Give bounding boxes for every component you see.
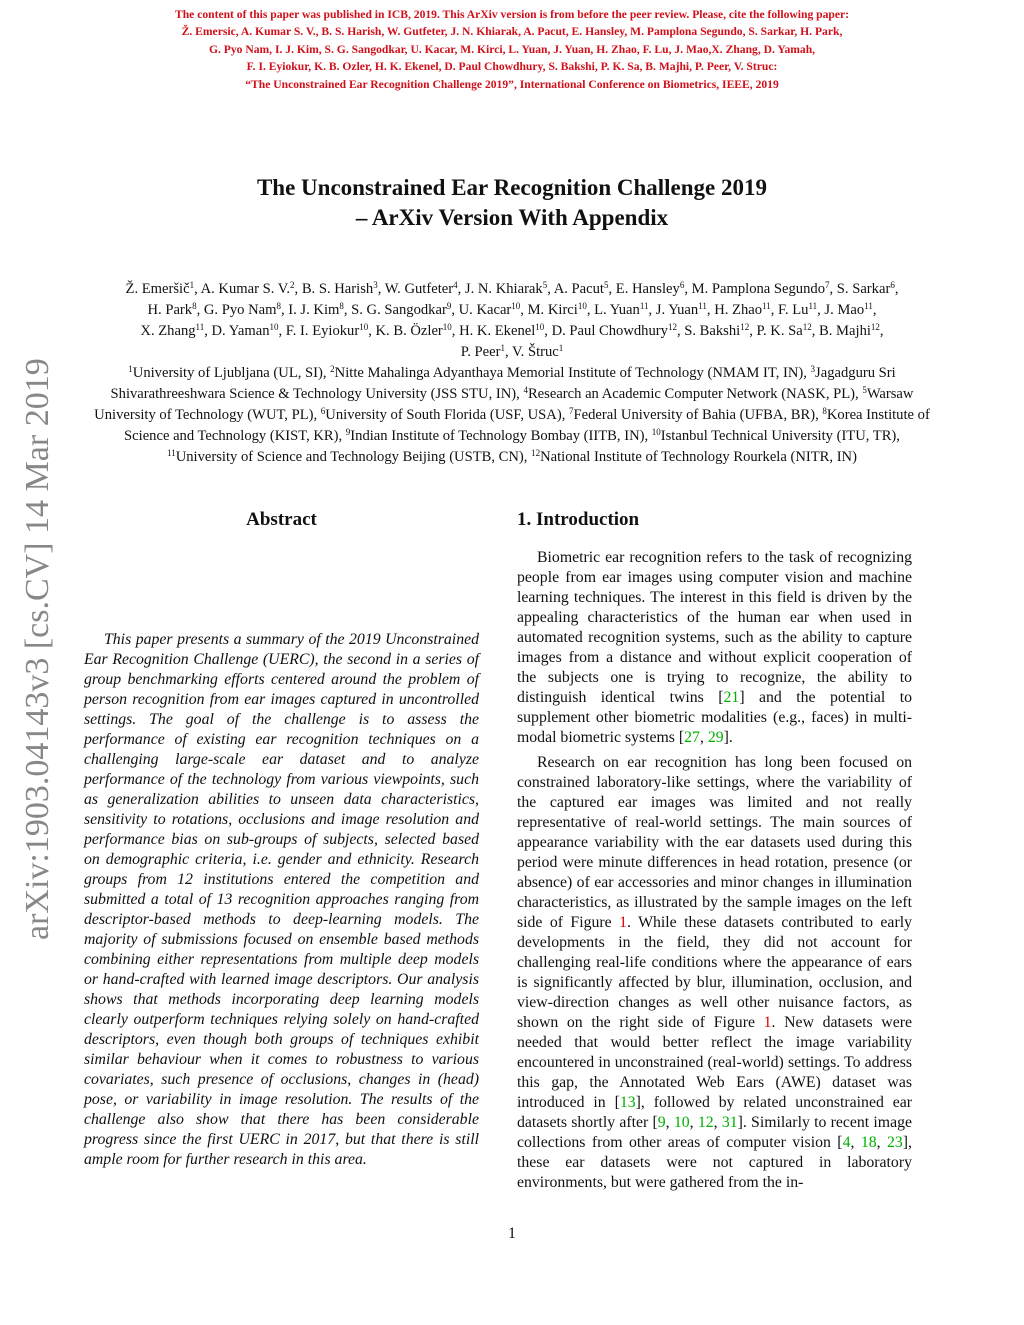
author: M. Kirci$^{10}$ (527, 301, 587, 318)
notice-line: The content of this paper was published in ICB, 2019. This ArXiv version is from before the peer review. Please, cite the following paper: (174, 8, 850, 21)
author: L. Yuan$^{11}$ (594, 301, 649, 318)
intro-paragraph: Biometric ear recognition refers to the task of recognizing people from ear images using computer vision and machine learning techniques. The interest in this field is driven by the appealing characteristics of the human ear when used in automated recognition systems, such as the ability to capture images from a distance and without explicit cooperation of the subjects one is trying to recognize, the ability to distinguish identical twins [21] and the potential to supplement other biometric modalities (e.g., faces) in multi-modal biometric systems [27, 29]. (517, 549, 912, 746)
title-line-1: The Unconstrained Ear Recognition Challenge 2019 (256, 175, 768, 200)
affiliation-index: 6 (890, 280, 895, 290)
affiliation-index: 8 (822, 406, 827, 416)
figure-reference-link[interactable]: 1 (619, 914, 627, 931)
notice-line: “The Unconstrained Ear Recognition Challenge 2019”, International Conference on Biometrics, IEEE, 2019 (245, 77, 779, 91)
affiliation-index: 8 (276, 301, 281, 311)
arxiv-stamp: arXiv:1903.04143v3 [cs.CV] 14 Mar 2019 (19, 358, 56, 940)
affiliation-index: 10 (269, 322, 279, 332)
author: G. Pyo Nam$^8$ (203, 301, 281, 318)
page-number: 1 (508, 1225, 516, 1242)
affiliation: $^{10}$Istanbul Technical University (ITU, TR) (651, 427, 897, 444)
affiliation-index: 12 (802, 322, 812, 332)
affiliation: $^1$University of Ljubljana (UL, SI) (128, 364, 323, 381)
author: X. Zhang$^{11}$ (140, 322, 205, 339)
affiliation-index: 10 (651, 427, 661, 437)
affiliation-index: 12 (870, 322, 880, 332)
author: S. Bakshi$^{12}$ (684, 322, 750, 339)
author: P. Peer$^1$ (460, 343, 505, 360)
affiliation: $^6$University of South Florida (USF, USA) (320, 406, 562, 423)
citation-link[interactable]: 21 (723, 689, 740, 706)
author: F. I. Eyiokur$^{10}$ (285, 322, 369, 339)
abstract-text: This paper presents a summary of the 2019 Unconstrained Ear Recognition Challenge (UERC), the second in a series of group benchmarking efforts centered around the problem of person recognition from ear images captured in uncontrolled settings. The goal of the challenge is to assess the performance of existing ear recognition techniques on a challenging large-scale ear dataset and to analyze performance of the technology from various viewpoints, such as generalization abilities to unseen data characteristics, sensitivity to rotations, occlusions and image resolution and performance bias on sub-groups of subjects, selected based on demographic criteria, i.e. gender and ethnicity. Research groups from 12 institutions entered the competition and submitted a total of 13 recognition approaches ranging from descriptor-based methods to deep-learning models. The majority of submissions focused on ensemble based methods combining either representations from multiple deep models or hand-crafted with learned image descriptors. Our analysis shows that methods incorporating deep learning models clearly outperform techniques relying solely on hand-crafted descriptors, even though both groups of techniques exhibit similar behaviour when it comes to robustness to various covariates, such presence of occlusions, changes in (head) pose, or variability in image resolution. The results of the challenge also show that there has been considerable progress since the first UERC in 2017, but that there is still ample room for further research in this area. (84, 631, 479, 1168)
author: D. Paul Chowdhury$^{12}$ (551, 322, 677, 339)
affiliation: $^{11}$University of Science and Technology Beijing (USTB, CN) (167, 448, 524, 465)
author: A. Pacut$^5$ (553, 280, 609, 297)
title-line-2: – ArXiv Version With Appendix (355, 205, 669, 230)
introduction-heading: 1. Introduction (517, 509, 640, 530)
notice-line: F. I. Eyiokur, K. B. Ozler, H. K. Ekenel, D. Paul Chowdhury, S. Bakshi, P. K. Sa, B. Majhi, P. Peer, V. Struc: (246, 60, 778, 74)
citation-link[interactable]: 31 (721, 1114, 738, 1131)
affiliation: $^{12}$National Institute of Technology Rourkela (NITR, IN) (531, 448, 857, 465)
affiliation-index: 1 (128, 364, 133, 374)
author: Ž. Emeršič$^1$ (125, 280, 195, 297)
citation-link[interactable]: 18 (860, 1134, 877, 1151)
affiliation-index: 12 (531, 448, 541, 458)
affiliation-index: 5 (862, 385, 867, 395)
publication-notice (100, 6, 924, 93)
affiliation-index: 7 (825, 280, 830, 290)
affiliation-list: $^1$University of Ljubljana (UL, SI), $^2$Nitte Mahalinga Adyanthaya Memorial Institute of Technology (NMAM IT, IN), $^3$Jagadguru Sri Shivarathreeshwara Science & Technology University (JSS STU, IN), $^4$Research an Academic Computer Network (NASK, PL), $^5$Warsaw University of Technology (WUT, PL), $^6$University of South Florida (USF, USA), $^7$Federal University of Bahia (UFBA, BR), $^8$Korea Institute of Science and Technology (KIST, KR), $^9$Indian Institute of Technology Bombay (IITB, IN), $^{10}$Istanbul Technical University (ITU, TR), $^{11}$University of Science and Technology Beijing (USTB, CN), $^{12}$National Institute of Technology Rourkela (NITR, IN) (94, 364, 930, 465)
affiliation-index: 11 (762, 301, 771, 311)
affiliation-index: 11 (639, 301, 649, 311)
affiliation: $^7$Federal University of Bahia (UFBA, BR) (569, 406, 816, 423)
affiliation-index: 11 (195, 322, 205, 332)
author: A. Kumar S. V.$^2$ (200, 280, 295, 297)
author: H. Park$^8$ (147, 301, 197, 318)
paper-title (112, 173, 912, 233)
author: I. J. Kim$^8$ (288, 301, 344, 318)
affiliation-index: 4 (453, 280, 458, 290)
notice-line: G. Pyo Nam, I. J. Kim, S. G. Sangodkar, U. Kacar, M. Kirci, L. Yuan, J. Yuan, H. Zhao, F. Lu, J. Mao,X. Zhang, D. Yamah, (208, 42, 816, 56)
affiliation-index: 10 (535, 322, 545, 332)
affiliation-index: 10 (442, 322, 452, 332)
author: B. Majhi$^{12}$ (819, 322, 880, 339)
author: J. Mao$^{11}$ (824, 301, 873, 318)
affiliation-index: 6 (320, 406, 326, 416)
notice-line: Ž. Emersic, A. Kumar S. V., B. S. Harish, W. Gutfeter, J. N. Khiarak, A. Pacut, E. Hansley, M. Pamplona Segundo, S. Sarkar, H. Park, (181, 25, 843, 39)
affiliation-index: 12 (740, 322, 750, 332)
affiliation-index: 9 (446, 301, 452, 311)
author: M. Pamplona Segundo$^7$ (691, 280, 830, 297)
intro-paragraph: Research on ear recognition has long been focused on constrained laboratory-like settings, where the variability of the captured ear images was limited and not really representative of real-world settings. The main sources of appearance variability with the ear datasets used during this period were minute differences in head rotation, presence (or absence) of ear accessories and minor changes in illumination characteristics, as illustrated by the sample images on the left side of Figure 1. While these datasets contributed to early developments in the field, they did not account for challenging real-life conditions where the appearance of ears is significantly affected by blur, illumination, occlusion, and view-direction changes as well other nuisance factors, as shown on the right side of Figure 1. New datasets were needed that would better reflect the image variability encountered in unconstrained (real-world) settings. To address this gap, the Annotated Web Ears (AWE) dataset was introduced in [13], followed by related unconstrained ear datasets shortly after [9, 10, 12, 31]. Similarly to recent image collections from other areas of computer vision [4, 18, 23], these ear datasets were not captured in laboratory environments, but were gathered from the in- (517, 754, 913, 1191)
author: S. Sarkar$^6$ (836, 280, 895, 297)
author: H. K. Ekenel$^{10}$ (459, 322, 545, 339)
author: K. B. Özler$^{10}$ (375, 322, 452, 339)
affiliation-index: 2 (330, 364, 335, 374)
author: S. G. Sangodkar$^9$ (351, 301, 452, 318)
affiliation-index: 5 (542, 280, 548, 290)
affiliation-index: 2 (290, 280, 295, 290)
affiliation-index: 3 (373, 280, 378, 290)
author: F. Lu$^{11}$ (777, 301, 818, 318)
affiliation-index: 10 (359, 322, 369, 332)
author: D. Yaman$^{10}$ (211, 322, 279, 339)
citation-link[interactable]: 4 (842, 1134, 851, 1151)
affiliation-index: 6 (679, 280, 685, 290)
citation-link[interactable]: 12 (697, 1114, 714, 1131)
author: P. K. Sa$^{12}$ (756, 322, 812, 339)
citation-link[interactable]: 29 (707, 729, 724, 746)
affiliation: $^3$Jagadguru Sri Shivarathreeshwara Science & Technology University (JSS STU, IN) (110, 364, 896, 402)
author: E. Hansley$^6$ (615, 280, 685, 297)
author: V. Štruc$^1$ (512, 343, 564, 360)
author: J. Yuan$^{11}$ (655, 301, 707, 318)
author-list: Ž. Emeršič$^1$, A. Kumar S. V.$^2$, B. S. Harish$^3$, W. Gutfeter$^4$, J. N. Khiarak$^5$, A. Pacut$^5$, E. Hansley$^6$, M. Pamplona Segundo$^7$, S. Sarkar$^6$, H. Park$^8$, G. Pyo Nam$^8$, I. J. Kim$^8$, S. G. Sangodkar$^9$, U. Kacar$^{10}$, M. Kirci$^{10}$, L. Yuan$^{11}$, J. Yuan$^{11}$, H. Zhao$^{11}$, F. Lu$^{11}$, J. Mao$^{11}$, X. Zhang$^{11}$, D. Yaman$^{10}$, F. I. Eyiokur$^{10}$, K. B. Özler$^{10}$, H. K. Ekenel$^{10}$, D. Paul Chowdhury$^{12}$, S. Bakshi$^{12}$, P. K. Sa$^{12}$, B. Majhi$^{12}$, P. Peer$^1$, V. Štruc$^1$ (125, 280, 899, 360)
affiliation-index: 11 (698, 301, 707, 311)
affiliation-index: 3 (810, 364, 816, 374)
citation-link[interactable]: 13 (619, 1094, 636, 1111)
affiliation: $^9$Indian Institute of Technology Bombay (IITB, IN) (345, 427, 645, 444)
affiliation-index: 1 (189, 280, 195, 290)
affiliation-index: 11 (864, 301, 873, 311)
affiliation-index: 7 (569, 406, 574, 416)
affiliation-index: 8 (339, 301, 344, 311)
affiliation-index: 9 (345, 427, 351, 437)
affiliation-index: 5 (603, 280, 609, 290)
affiliation: $^5$Warsaw University of Technology (WUT, PL) (94, 385, 914, 423)
abstract-heading: Abstract (246, 509, 317, 530)
affiliation-index: 8 (192, 301, 197, 311)
affiliation-index: 11 (808, 301, 818, 311)
affiliation-index: 1 (500, 343, 505, 353)
affiliation-index: 1 (558, 343, 564, 353)
affiliation-index: 12 (667, 322, 677, 332)
citation-link[interactable]: 27 (684, 729, 700, 746)
affiliation-index: 10 (577, 301, 587, 311)
author: J. N. Khiarak$^5$ (464, 280, 548, 297)
author: W. Gutfeter$^4$ (384, 280, 458, 297)
affiliation: $^4$Research an Academic Computer Network (NASK, PL) (523, 385, 856, 402)
citation-link[interactable]: 10 (673, 1114, 690, 1131)
author: B. S. Harish$^3$ (301, 280, 378, 297)
affiliation-index: 11 (167, 448, 176, 458)
citation-link[interactable]: 23 (886, 1134, 903, 1151)
introduction-body (517, 548, 912, 1198)
author: H. Zhao$^{11}$ (714, 301, 771, 318)
affiliation: $^8$Korea Institute of Science and Technology (KIST, KR) (124, 406, 930, 444)
author: U. Kacar$^{10}$ (458, 301, 521, 318)
figure-reference-link[interactable]: 1 (763, 1014, 772, 1031)
citation-link[interactable]: 9 (657, 1114, 666, 1131)
affiliation-index: 4 (523, 385, 528, 395)
affiliation: $^2$Nitte Mahalinga Adyanthaya Memorial Institute of Technology (NMAM IT, IN) (330, 364, 804, 381)
affiliation-index: 10 (511, 301, 521, 311)
